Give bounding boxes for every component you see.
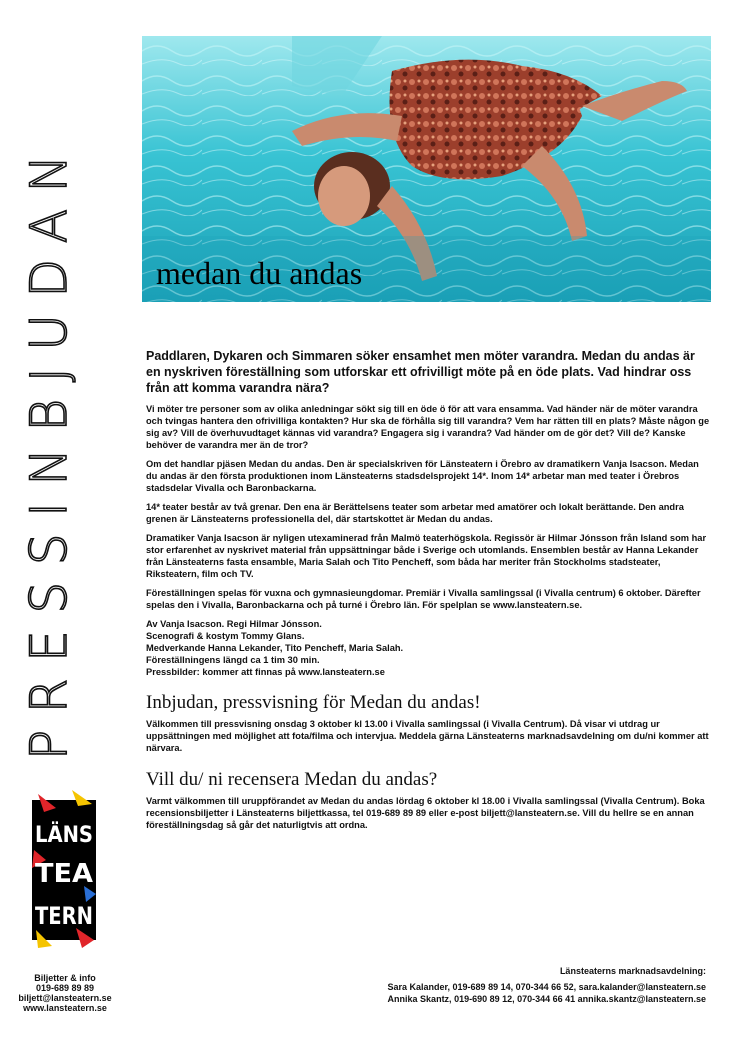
credit-line: Scenografi & kostym Tommy Glans. <box>146 631 305 641</box>
review-text: Varmt välkommen till uruppförandet av Medan du andas lördag 6 oktober kl 18.00 i Vivalla samlingssal (Vivalla Centrum). Boka recensionsbiljetter i Länsteaterns biljettkassa, tel 019-689 89 89 eller e-post biljett@lansteatern.se. Vill du hellre se en annan föreställningsdag så går det naturligtvis att ordna. <box>146 796 705 830</box>
logo-text-line1: LÄNS <box>35 823 101 848</box>
credit-line: Pressbilder: kommer att finnas på www.lansteatern.se <box>146 667 385 677</box>
body-paragraph: Om det handlar pjäsen Medan du andas. Den är specialskriven för Länsteatern i Örebro av dramatikern Vanja Isacson. Medan du andas är den första produktionen inom Länsteaterns stadsdelsprojekt 14*. Inom 14* arbetar man med teater i Örebros stadsdelar Vivalla och Baronbackarna. <box>146 459 699 493</box>
lansteatern-logo <box>32 790 101 950</box>
vertical-title <box>14 120 84 760</box>
credit-line: Föreställningens längd ca 1 tim 30 min. <box>146 655 320 665</box>
box-office-phone: 019-689 89 89 <box>35 983 95 993</box>
marketing-contacts <box>388 965 707 1005</box>
marketing-contact: Annika Skantz, 019-690 89 12, 070-344 66 41 annika.skantz@lansteatern.se <box>387 994 706 1004</box>
body-paragraph: Vi möter tre personer som av olika anledningar sökt sig till en öde ö för att vara ensamma. Vad händer när de möter varandra och tvingas hantera den ofrivilliga kontakten? Hur ska de förhålla sig till varandra? Vem har rätten till en plats? Måste någon ge sig av? Vill de överhuvudtaget kännas vid varandra? Engagera sig i varandra? Vad händer om de gör det? Vill de? Kanske behöver de varandra mer än de tror? <box>146 404 710 450</box>
body-paragraph: 14* teater består av två grenar. Den ena är Berättelsens teater som arbetar med amatörer och lokalt berättande. Den andra grenen är Länsteaterns professionella del, där startskottet är Medan du andas. <box>146 502 684 524</box>
press-release-body <box>146 348 712 845</box>
credit-line: Av Vanja Isacson. Regi Hilmar Jónsson. <box>146 619 322 629</box>
marketing-contact: Sara Kalander, 019-689 89 14, 070-344 66 52, sara.kalander@lansteatern.se <box>387 982 706 992</box>
body-paragraph: Dramatiker Vanja Isacson är nyligen utexaminerad från Malmö teaterhögskola. Regissör är Hilmar Jónsson från Island som har stor erfarenhet av nyskrivet material från uppsättningar både i Sverige och utomlands. Ensemblen består av Hanna Lekander från Länsteaterns fasta ensamble, Maria Salah och Tito Pencheff, som båda har meriter från Stockholms stadsteater, Riksteatern, film och TV. <box>146 533 707 579</box>
hero-image <box>142 36 711 302</box>
press-screening-text: Välkommen till pressvisning onsdag 3 oktober kl 13.00 i Vivalla samlingssal (i Vivalla Centrum). Då visar vi utdrag ur uppsättningen med möjlighet att fota/filma och intervjua. Meddela gärna Länsteaterns marknadsavdelning om du/ni kommer att närvara. <box>146 719 709 753</box>
credit-line: Medverkande Hanna Lekander, Tito Pencheff, Maria Salah. <box>146 643 404 653</box>
vertical-title-text: PRESSINBJUDAN <box>20 132 78 760</box>
logo-text-line3: TERN <box>35 902 93 930</box>
review-heading: Vill du/ ni recensera Medan du andas? <box>146 769 438 790</box>
box-office-info <box>0 973 130 1013</box>
credits-list <box>146 618 712 678</box>
hero-title: medan du andas <box>156 255 363 291</box>
box-office-email: biljett@lansteatern.se <box>18 993 112 1003</box>
lead-paragraph: Paddlaren, Dykaren och Simmaren söker ensamhet men möter varandra. Medan du andas är en nyskriven föreställning som utforskar ett ofrivilligt möte på en öde plats. Vad hindrar oss från att komma varandra nära? <box>146 349 695 395</box>
marketing-title: Länsteaterns marknadsavdelning: <box>559 966 706 976</box>
logo-text-line2: TEA <box>35 859 93 889</box>
box-office-label: Biljetter & info <box>34 973 96 983</box>
body-paragraph: Föreställningen spelas för vuxna och gymnasieungdomar. Premiär i Vivalla samlingssal (i Vivalla centrum) 6 oktober. Därefter spelas den i Vivalla, Baronbackarna och på turné i Örebro län. För spelplan se www.lansteatern.se. <box>146 588 701 610</box>
box-office-website: www.lansteatern.se <box>23 1003 107 1013</box>
press-screening-heading: Inbjudan, pressvisning för Medan du andas! <box>146 692 481 713</box>
